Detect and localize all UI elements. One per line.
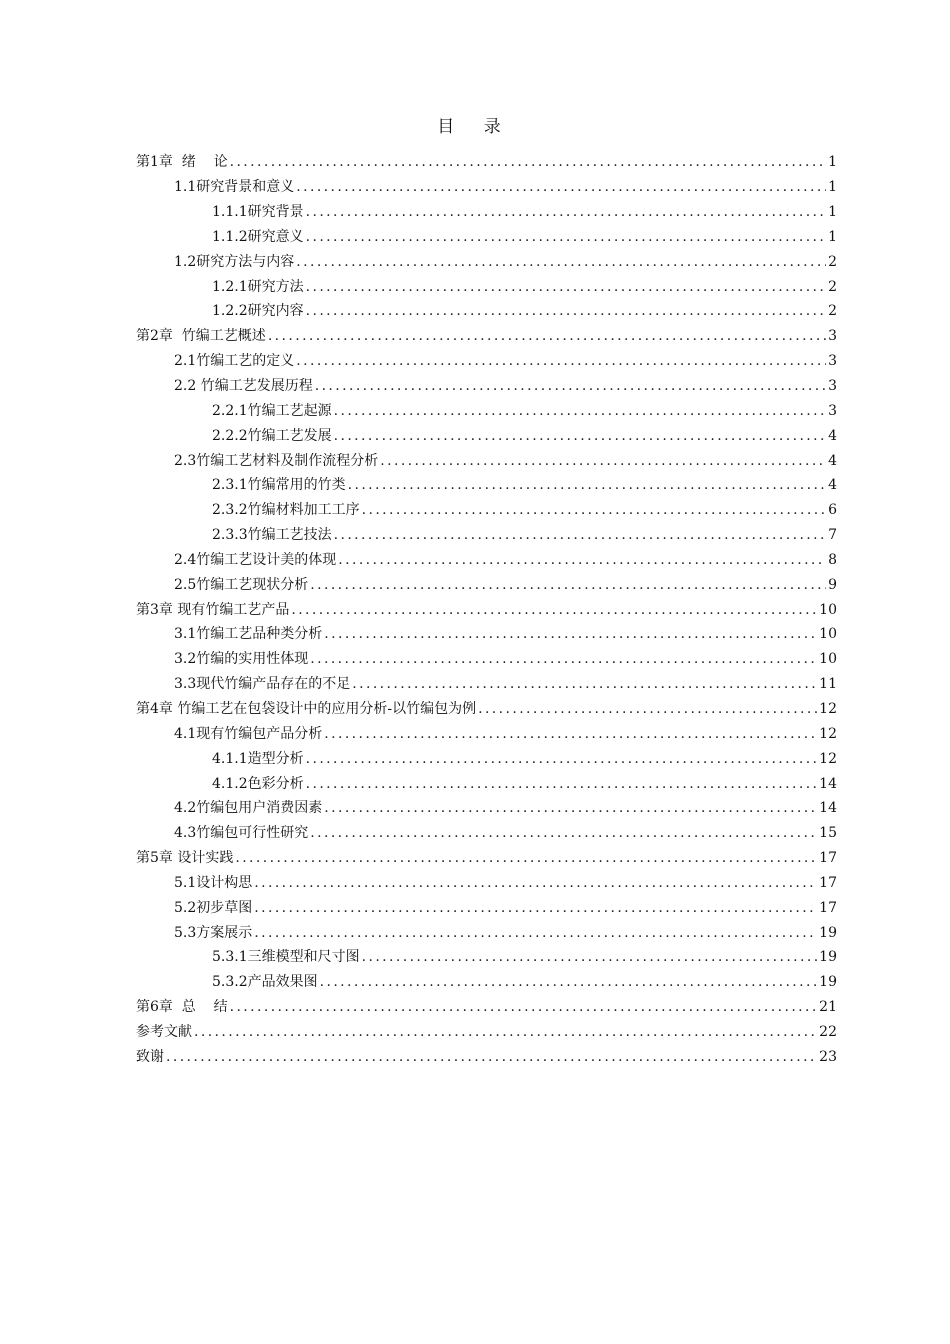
toc-entry-page-number: 9 bbox=[828, 576, 837, 593]
toc-entry-page-number: 12 bbox=[819, 700, 837, 717]
toc-entry[interactable] bbox=[136, 473, 837, 498]
toc-dot-leader bbox=[194, 1022, 817, 1042]
toc-entry[interactable] bbox=[136, 225, 837, 250]
toc-entry-label: 5.2初步草图 bbox=[174, 899, 253, 916]
toc-entry-label: 1.2研究方法与内容 bbox=[174, 253, 295, 270]
toc-entry-page-number: 2 bbox=[828, 253, 837, 270]
toc-entry[interactable] bbox=[136, 374, 837, 399]
toc-entry[interactable] bbox=[136, 895, 837, 920]
toc-entry-label: 致谢 bbox=[136, 1048, 164, 1065]
toc-entry[interactable] bbox=[136, 498, 837, 523]
toc-entry-page-number: 7 bbox=[828, 527, 837, 544]
toc-dot-leader bbox=[230, 152, 826, 172]
toc-entry-page-number: 12 bbox=[819, 750, 837, 767]
toc-entry-page-number: 4 bbox=[828, 452, 837, 469]
toc-entry-page-number: 17 bbox=[819, 874, 837, 891]
toc-dot-leader bbox=[306, 277, 826, 297]
toc-dot-leader bbox=[362, 500, 826, 520]
toc-dot-leader bbox=[235, 848, 817, 868]
toc-dot-leader bbox=[306, 227, 826, 247]
toc-entry[interactable] bbox=[136, 796, 837, 821]
toc-entry-page-number: 21 bbox=[819, 999, 837, 1016]
toc-entry-label: 第3章 现有竹编工艺产品 bbox=[136, 601, 290, 618]
toc-entry-label: 3.1竹编工艺品种类分析 bbox=[174, 626, 323, 643]
toc-entry-label: 1.2.1研究方法 bbox=[212, 278, 304, 295]
toc-entry[interactable] bbox=[136, 324, 837, 349]
toc-entry-label: 第6章 总 结 bbox=[136, 999, 228, 1016]
toc-entry[interactable] bbox=[136, 398, 837, 423]
toc-dot-leader bbox=[306, 774, 818, 794]
toc-dot-leader bbox=[478, 699, 817, 719]
toc-entry[interactable] bbox=[136, 945, 837, 970]
toc-dot-leader bbox=[166, 1047, 817, 1067]
toc-entry-page-number: 6 bbox=[828, 502, 837, 519]
toc-entry[interactable] bbox=[136, 349, 837, 374]
toc-entry[interactable] bbox=[136, 920, 837, 945]
toc-entry-page-number: 3 bbox=[828, 328, 837, 345]
toc-entry-page-number: 1 bbox=[828, 179, 837, 196]
toc-entry-label: 5.3.1三维模型和尺寸图 bbox=[212, 949, 360, 966]
toc-entry[interactable] bbox=[136, 771, 837, 796]
toc-dot-leader bbox=[348, 475, 826, 495]
toc-entry-page-number: 8 bbox=[828, 551, 837, 568]
toc-entry[interactable] bbox=[136, 249, 837, 274]
toc-dot-leader bbox=[296, 177, 826, 197]
toc-dot-leader bbox=[230, 997, 818, 1017]
toc-entry-page-number: 4 bbox=[828, 427, 837, 444]
toc-dot-leader bbox=[315, 376, 826, 396]
toc-dot-leader bbox=[310, 575, 826, 595]
toc-entry[interactable] bbox=[136, 647, 837, 672]
toc-entry-page-number: 10 bbox=[819, 626, 837, 643]
toc-entry[interactable] bbox=[136, 523, 837, 548]
toc-entry[interactable] bbox=[136, 299, 837, 324]
toc-entry-label: 4.1.2色彩分析 bbox=[212, 775, 304, 792]
toc-entry-label: 4.1.1造型分析 bbox=[212, 750, 304, 767]
toc-entry-label: 1.1.2研究意义 bbox=[212, 228, 304, 245]
toc-dot-leader bbox=[362, 947, 818, 967]
toc-entry[interactable] bbox=[136, 697, 837, 722]
toc-entry-label: 2.3.3竹编工艺技法 bbox=[212, 527, 332, 544]
toc-entry-label: 4.3竹编包可行性研究 bbox=[174, 825, 309, 842]
toc-entry[interactable] bbox=[136, 448, 837, 473]
toc-entry[interactable] bbox=[136, 150, 837, 175]
toc-dot-leader bbox=[296, 252, 826, 272]
toc-entry[interactable] bbox=[136, 572, 837, 597]
toc-entry-label: 第5章 设计实践 bbox=[136, 850, 234, 867]
toc-dot-leader bbox=[352, 674, 817, 694]
toc-entry-label: 1.1.1研究背景 bbox=[212, 204, 304, 221]
toc-entry-label: 3.3现代竹编产品存在的不足 bbox=[174, 676, 351, 693]
toc-dot-leader bbox=[291, 600, 817, 620]
toc-entry-page-number: 2 bbox=[828, 278, 837, 295]
toc-entry-page-number: 3 bbox=[828, 402, 837, 419]
toc-dot-leader bbox=[306, 301, 826, 321]
toc-dot-leader bbox=[334, 525, 826, 545]
toc-entry[interactable] bbox=[136, 821, 837, 846]
toc-entry-label: 3.2竹编的实用性体现 bbox=[174, 651, 309, 668]
toc-entry[interactable] bbox=[136, 870, 837, 895]
toc-entry-label: 2.1竹编工艺的定义 bbox=[174, 353, 295, 370]
toc-entry[interactable] bbox=[136, 1044, 837, 1069]
toc-entry-page-number: 15 bbox=[819, 825, 837, 842]
toc-dot-leader bbox=[324, 724, 817, 744]
toc-entry-page-number: 12 bbox=[819, 725, 837, 742]
toc-entry-label: 4.2竹编包用户消费因素 bbox=[174, 800, 323, 817]
toc-entry-label: 2.2.1竹编工艺起源 bbox=[212, 402, 332, 419]
toc-entry-label: 1.1研究背景和意义 bbox=[174, 179, 295, 196]
table-of-contents bbox=[136, 150, 837, 1069]
toc-dot-leader bbox=[296, 351, 826, 371]
toc-entry[interactable] bbox=[136, 548, 837, 573]
toc-entry[interactable] bbox=[136, 672, 837, 697]
toc-entry-label: 2.3竹编工艺材料及制作流程分析 bbox=[174, 452, 379, 469]
toc-entry[interactable] bbox=[136, 175, 837, 200]
toc-entry-label: 2.2 竹编工艺发展历程 bbox=[174, 378, 313, 395]
toc-entry-label: 5.3方案展示 bbox=[174, 924, 253, 941]
toc-entry-page-number: 19 bbox=[819, 924, 837, 941]
toc-dot-leader bbox=[334, 401, 826, 421]
toc-dot-leader bbox=[334, 426, 826, 446]
toc-entry-label: 2.2.2竹编工艺发展 bbox=[212, 427, 332, 444]
toc-entry-label: 参考文献 bbox=[136, 1023, 192, 1040]
toc-entry-label: 第4章 竹编工艺在包袋设计中的应用分析-以竹编包为例 bbox=[136, 700, 477, 717]
toc-title: 目 录 bbox=[437, 117, 513, 137]
toc-dot-leader bbox=[338, 550, 826, 570]
toc-entry[interactable] bbox=[136, 846, 837, 871]
toc-dot-leader bbox=[306, 202, 826, 222]
toc-entry-page-number: 10 bbox=[819, 601, 837, 618]
toc-entry-label: 5.1设计构思 bbox=[174, 874, 253, 891]
toc-entry-label: 4.1现有竹编包产品分析 bbox=[174, 725, 323, 742]
toc-entry[interactable] bbox=[136, 995, 837, 1020]
toc-entry-page-number: 17 bbox=[819, 899, 837, 916]
toc-entry-page-number: 1 bbox=[828, 154, 837, 171]
toc-entry-label: 第1章 绪 论 bbox=[136, 154, 228, 171]
toc-entry-page-number: 23 bbox=[819, 1048, 837, 1065]
toc-entry-page-number: 1 bbox=[828, 228, 837, 245]
toc-entry[interactable] bbox=[136, 1020, 837, 1045]
toc-entry-page-number: 3 bbox=[828, 378, 837, 395]
toc-entry[interactable] bbox=[136, 597, 837, 622]
toc-dot-leader bbox=[268, 326, 826, 346]
toc-dot-leader bbox=[310, 823, 817, 843]
toc-entry-page-number: 17 bbox=[819, 850, 837, 867]
toc-dot-leader bbox=[254, 873, 817, 893]
toc-entry[interactable] bbox=[136, 721, 837, 746]
toc-entry-label: 2.4竹编工艺设计美的体现 bbox=[174, 551, 337, 568]
toc-entry-label: 2.3.2竹编材料加工工序 bbox=[212, 502, 360, 519]
toc-dot-leader bbox=[320, 972, 818, 992]
toc-entry-page-number: 14 bbox=[819, 800, 837, 817]
toc-entry-page-number: 11 bbox=[819, 676, 837, 693]
toc-entry-page-number: 19 bbox=[819, 949, 837, 966]
toc-entry-label: 5.3.2产品效果图 bbox=[212, 974, 318, 991]
toc-entry-label: 2.3.1竹编常用的竹类 bbox=[212, 477, 346, 494]
toc-entry[interactable] bbox=[136, 970, 837, 995]
toc-entry[interactable] bbox=[136, 423, 837, 448]
toc-entry[interactable] bbox=[136, 274, 837, 299]
toc-entry-page-number: 22 bbox=[819, 1023, 837, 1040]
toc-entry-page-number: 14 bbox=[819, 775, 837, 792]
toc-entry-label: 1.2.2研究内容 bbox=[212, 303, 304, 320]
toc-entry-page-number: 1 bbox=[828, 204, 837, 221]
toc-dot-leader bbox=[254, 898, 817, 918]
toc-dot-leader bbox=[324, 798, 817, 818]
toc-dot-leader bbox=[310, 649, 817, 669]
toc-dot-leader bbox=[380, 451, 826, 471]
toc-entry-page-number: 10 bbox=[819, 651, 837, 668]
toc-dot-leader bbox=[254, 923, 817, 943]
toc-entry[interactable] bbox=[136, 200, 837, 225]
toc-entry-page-number: 3 bbox=[828, 353, 837, 370]
toc-entry-page-number: 4 bbox=[828, 477, 837, 494]
toc-entry-page-number: 2 bbox=[828, 303, 837, 320]
toc-entry[interactable] bbox=[136, 746, 837, 771]
toc-entry-label: 第2章 竹编工艺概述 bbox=[136, 328, 266, 345]
toc-dot-leader bbox=[306, 749, 818, 769]
toc-entry-label: 2.5竹编工艺现状分析 bbox=[174, 576, 309, 593]
toc-entry-page-number: 19 bbox=[819, 974, 837, 991]
toc-entry[interactable] bbox=[136, 622, 837, 647]
toc-dot-leader bbox=[324, 624, 817, 644]
